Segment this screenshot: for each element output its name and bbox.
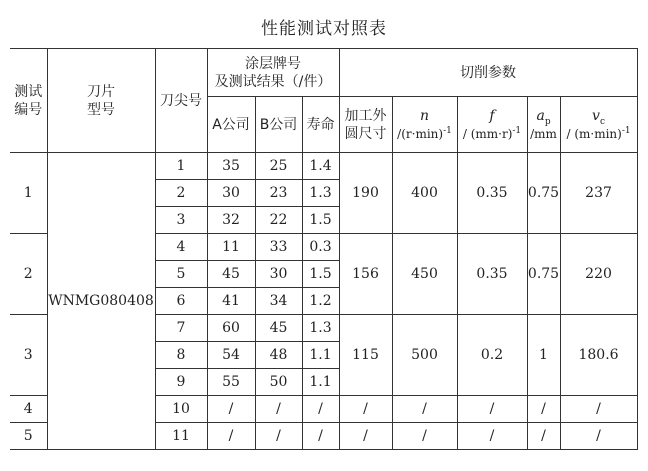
cell-f: 0.35: [457, 234, 527, 315]
cell-tip-no: 8: [155, 342, 207, 369]
cell-diameter: 156: [339, 234, 392, 315]
cell-company-a: /: [207, 396, 255, 423]
cell-tip-no: 1: [155, 153, 207, 180]
header-test-no: [10, 49, 47, 153]
cell-n: /: [392, 423, 457, 450]
cell-n: 450: [392, 234, 457, 315]
header-n-unit: $/(r\cdot\min)^{-1}$: [397, 125, 452, 141]
cell-n: /: [392, 396, 457, 423]
cell-company-a: 55: [207, 369, 255, 396]
cell-life: 1.5: [302, 261, 339, 288]
cell-tip-no: 9: [155, 369, 207, 396]
header-f: [457, 97, 527, 153]
cell-company-b: /: [255, 396, 302, 423]
cell-test-no: 2: [10, 234, 47, 315]
cell-company-b: 45: [255, 315, 302, 342]
table-title: 性能测试对照表: [261, 19, 387, 39]
table-row: [10, 153, 637, 180]
cell-ap: 0.75: [527, 234, 560, 315]
cell-ap: 1: [527, 315, 560, 396]
header-blade-model: [47, 49, 155, 153]
cell-vc: 220: [560, 234, 637, 315]
header-vc-unit: / $(m\cdot\min)^{-1}$: [566, 125, 631, 141]
header-f-unit: / $(mm\cdot r)^{-1}$: [462, 125, 522, 141]
header-ap: [527, 97, 560, 153]
cell-company-a: 41: [207, 288, 255, 315]
cell-tip-no: 6: [155, 288, 207, 315]
cell-life: 1.2: [302, 288, 339, 315]
cell-f: 0.2: [457, 315, 527, 396]
header-test-no-line1: 测试: [14, 83, 43, 100]
cell-life: 1.5: [302, 207, 339, 234]
cell-diameter: 115: [339, 315, 392, 396]
cell-diameter: /: [339, 396, 392, 423]
cell-tip-no: 11: [155, 423, 207, 450]
cell-diameter: /: [339, 423, 392, 450]
cell-test-no: 1: [10, 153, 47, 234]
cell-diameter: 190: [339, 153, 392, 234]
header-life: 寿命: [302, 97, 339, 153]
performance-table: [10, 48, 638, 450]
header-diameter-line1: 加工外: [344, 107, 387, 124]
cell-company-b: 33: [255, 234, 302, 261]
cell-life: /: [302, 423, 339, 450]
cell-company-b: 22: [255, 207, 302, 234]
cell-company-b: 23: [255, 180, 302, 207]
cell-company-a: 35: [207, 153, 255, 180]
header-n: [392, 97, 457, 153]
cell-test-no: 3: [10, 315, 47, 396]
cell-ap: /: [527, 423, 560, 450]
cell-test-no: 4: [10, 396, 47, 423]
cell-life: /: [302, 396, 339, 423]
header-blade-model-line1: 刀片: [87, 83, 115, 100]
header-row-1: [10, 49, 637, 97]
cell-blade-model: WNMG080408: [47, 153, 155, 450]
cell-life: 1.3: [302, 180, 339, 207]
cell-tip-no: 2: [155, 180, 207, 207]
cell-vc: /: [560, 396, 637, 423]
header-coating-line1: 涂层牌号: [245, 55, 301, 72]
cell-life: 1.1: [302, 369, 339, 396]
header-test-no-line2: 编号: [14, 101, 43, 118]
cell-company-a: 45: [207, 261, 255, 288]
header-tip-no: 刀尖号: [155, 49, 207, 153]
header-vc-symbol: $v_c$: [592, 107, 606, 127]
cell-f: /: [457, 423, 527, 450]
cell-n: 500: [392, 315, 457, 396]
cell-life: 1.3: [302, 315, 339, 342]
header-company-a: A公司: [207, 97, 255, 153]
cell-n: 400: [392, 153, 457, 234]
header-f-symbol: f: [489, 107, 495, 124]
header-vc: [560, 97, 637, 153]
cell-f: 0.35: [457, 153, 527, 234]
header-n-symbol: n: [420, 107, 430, 124]
cell-test-no: 5: [10, 423, 47, 450]
cell-vc: 180.6: [560, 315, 637, 396]
cell-company-b: /: [255, 423, 302, 450]
cell-life: 1.1: [302, 342, 339, 369]
cell-company-a: 60: [207, 315, 255, 342]
header-company-b: B公司: [255, 97, 302, 153]
cell-ap: /: [527, 396, 560, 423]
header-ap-unit: /mm: [530, 126, 557, 141]
cell-life: 0.3: [302, 234, 339, 261]
cell-vc: 237: [560, 153, 637, 234]
cell-ap: 0.75: [527, 153, 560, 234]
cell-company-b: 30: [255, 261, 302, 288]
cell-company-b: 48: [255, 342, 302, 369]
cell-life: 1.4: [302, 153, 339, 180]
cell-company-a: 11: [207, 234, 255, 261]
cell-tip-no: 5: [155, 261, 207, 288]
header-coating: [207, 49, 339, 97]
cell-tip-no: 10: [155, 396, 207, 423]
header-blade-model-line2: 型号: [87, 101, 115, 118]
cell-vc: /: [560, 423, 637, 450]
header-ap-symbol: $a_p$: [536, 107, 551, 127]
cell-tip-no: 3: [155, 207, 207, 234]
cell-tip-no: 4: [155, 234, 207, 261]
cell-company-a: 32: [207, 207, 255, 234]
header-cutting-params: 切削参数: [339, 49, 637, 97]
cell-company-a: /: [207, 423, 255, 450]
cell-company-b: 25: [255, 153, 302, 180]
header-diameter: [339, 97, 392, 153]
cell-company-b: 50: [255, 369, 302, 396]
cell-f: /: [457, 396, 527, 423]
header-diameter-line2: 圆尺寸: [344, 125, 387, 142]
cell-company-b: 34: [255, 288, 302, 315]
cell-company-a: 54: [207, 342, 255, 369]
cell-company-a: 30: [207, 180, 255, 207]
cell-tip-no: 7: [155, 315, 207, 342]
header-coating-line2: 及测试结果（/件）: [214, 73, 332, 90]
